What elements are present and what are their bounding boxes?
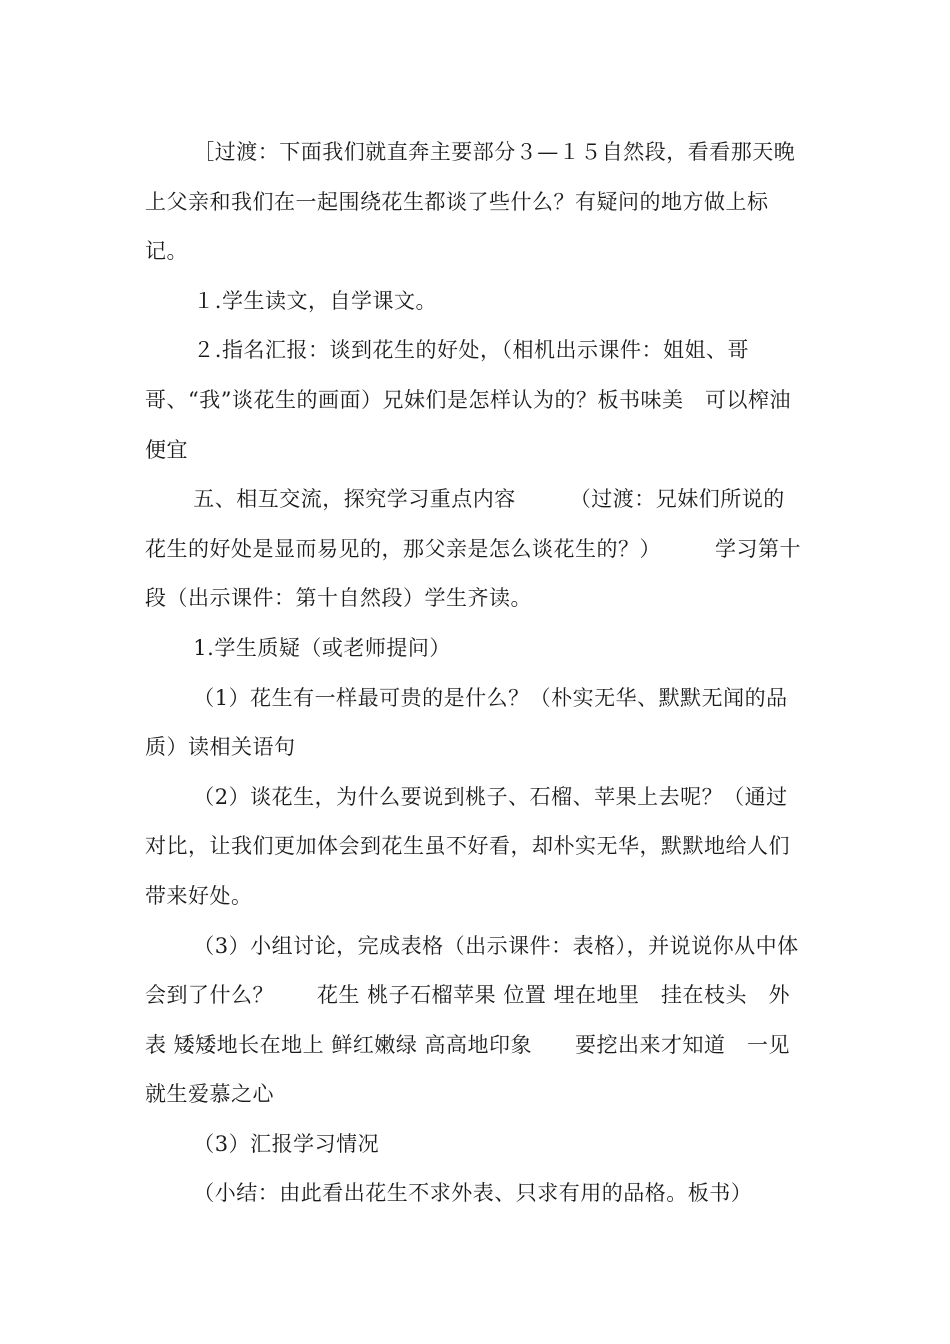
paragraph-step-2: ２.指名汇报：谈到花生的好处，（相机出示课件：姐姐、哥哥、“我”谈花生的画面）兄妹们是怎样认为的？板书味美 可以榨油 便宜	[145, 338, 813, 462]
paragraph-transition: ［过渡：下面我们就直奔主要部分３—１５自然段，看看那天晚上父亲和我们在一起围绕花生都谈了些什么？有疑问的地方做上标记。	[145, 140, 796, 264]
document-body	[145, 128, 813, 1219]
paragraph-question-1: （1）花生有一样最可贵的是什么？（朴实无华、默默无闻的品质）读相关语句	[145, 685, 788, 760]
paragraph-questioning: 1.学生质疑（或老师提问）	[193, 635, 451, 660]
paragraph-question-2: （2）谈花生，为什么要说到桃子、石榴、苹果上去呢？（通过对比，让我们更加体会到花生虽不好看，却朴实无华，默默地给人们带来好处。	[145, 784, 790, 908]
paragraph-section-5: 五、相互交流，探究学习重点内容 （过渡：兄妹们所说的花生的好处是显而易见的，那父亲是怎么谈花生的？） 学习第十段（出示课件：第十自然段）学生齐读。	[145, 487, 801, 611]
paragraph-question-3: （3）小组讨论，完成表格（出示课件：表格），并说说你从中体会到了什么？ 花生 桃子石榴苹果 位置 埋在地里 挂在枝头 外表 矮矮地长在地上 鲜红嫩绿 高高地印象 要挖出来才知道 一见就生爱慕之心	[145, 933, 799, 1107]
paragraph-summary: （小结：由此看出花生不求外表、只求有用的品格。板书）	[193, 1181, 753, 1206]
paragraph-step-1: １.学生读文，自学课文。	[193, 288, 437, 313]
paragraph-report: （3）汇报学习情况	[193, 1131, 380, 1156]
